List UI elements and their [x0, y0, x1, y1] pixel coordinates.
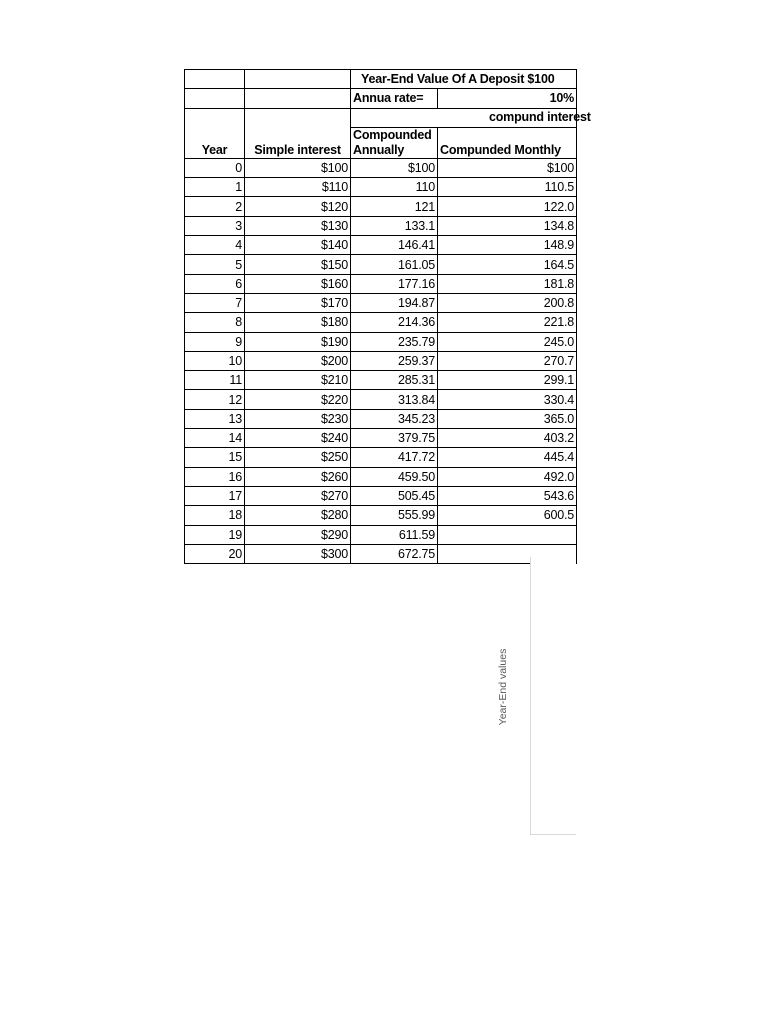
year-cell[interactable]: 15: [185, 448, 245, 467]
year-cell[interactable]: 5: [185, 255, 245, 274]
compounded-annually-cell[interactable]: 194.87: [351, 293, 438, 312]
compounded-monthly-cell[interactable]: 543.6: [438, 486, 577, 505]
compounded-monthly-cell[interactable]: 181.8: [438, 274, 577, 293]
spreadsheet-table-area: [184, 69, 591, 594]
compounded-monthly-cell[interactable]: 110.5: [438, 178, 577, 197]
table-row: [185, 216, 577, 235]
compound-interest-group-header[interactable]: compund interest: [351, 108, 577, 127]
compounded-annually-cell[interactable]: 133.1: [351, 216, 438, 235]
year-cell[interactable]: 10: [185, 351, 245, 370]
year-cell[interactable]: 19: [185, 525, 245, 544]
year-cell[interactable]: 7: [185, 293, 245, 312]
year-cell[interactable]: 20: [185, 544, 245, 563]
table-row: [185, 506, 577, 525]
simple-interest-cell[interactable]: $230: [245, 409, 351, 428]
compounded-monthly-cell[interactable]: 164.5: [438, 255, 577, 274]
compounded-annually-header[interactable]: Compounded Annually: [351, 127, 438, 158]
year-cell[interactable]: 8: [185, 313, 245, 332]
year-cell[interactable]: 11: [185, 371, 245, 390]
rate-label[interactable]: Annua rate=: [351, 89, 438, 108]
compounded-monthly-cell[interactable]: 492.0: [438, 467, 577, 486]
compounded-annually-cell[interactable]: 161.05: [351, 255, 438, 274]
compounded-monthly-cell[interactable]: [438, 525, 577, 544]
table-row: [185, 332, 577, 351]
table-row: [185, 197, 577, 216]
table-row: [185, 544, 577, 563]
compounded-monthly-cell[interactable]: 148.9: [438, 236, 577, 255]
table-row: [185, 274, 577, 293]
compounded-monthly-cell[interactable]: 403.2: [438, 429, 577, 448]
compounded-monthly-cell[interactable]: 445.4: [438, 448, 577, 467]
year-cell[interactable]: 1: [185, 178, 245, 197]
compounded-annually-cell[interactable]: 459.50: [351, 467, 438, 486]
compounded-annually-cell[interactable]: 555.99: [351, 506, 438, 525]
year-cell[interactable]: 3: [185, 216, 245, 235]
table-title[interactable]: Year-End Value Of A Deposit $100: [351, 70, 577, 89]
simple-interest-cell[interactable]: $100: [245, 158, 351, 177]
compounded-annually-cell[interactable]: 672.75: [351, 544, 438, 563]
blank-cell[interactable]: [245, 70, 351, 89]
compounded-monthly-header[interactable]: Compunded Monthly: [438, 127, 577, 158]
simple-interest-cell[interactable]: $270: [245, 486, 351, 505]
compounded-monthly-cell[interactable]: $100: [438, 158, 577, 177]
compounded-annually-cell[interactable]: 379.75: [351, 429, 438, 448]
simple-interest-cell[interactable]: $130: [245, 216, 351, 235]
simple-interest-cell[interactable]: $180: [245, 313, 351, 332]
compounded-annually-cell[interactable]: 611.59: [351, 525, 438, 544]
simple-interest-cell[interactable]: $150: [245, 255, 351, 274]
year-cell[interactable]: 13: [185, 409, 245, 428]
compounded-monthly-cell[interactable]: 221.8: [438, 313, 577, 332]
deposit-value-table: [184, 69, 591, 564]
simple-interest-cell[interactable]: $290: [245, 525, 351, 544]
simple-interest-cell[interactable]: $260: [245, 467, 351, 486]
year-cell[interactable]: 14: [185, 429, 245, 448]
simple-interest-cell[interactable]: $250: [245, 448, 351, 467]
compounded-annually-cell[interactable]: 505.45: [351, 486, 438, 505]
table-row: [185, 236, 577, 255]
chart-y-axis-label: Year-End values: [497, 648, 509, 726]
compounded-annually-cell[interactable]: 235.79: [351, 332, 438, 351]
year-cell[interactable]: 17: [185, 486, 245, 505]
table-row: [185, 429, 577, 448]
simple-interest-cell[interactable]: $120: [245, 197, 351, 216]
compounded-monthly-cell[interactable]: 330.4: [438, 390, 577, 409]
compounded-monthly-cell[interactable]: 200.8: [438, 293, 577, 312]
simple-interest-cell[interactable]: $160: [245, 274, 351, 293]
blank-cell[interactable]: [185, 70, 245, 89]
compounded-monthly-cell[interactable]: 122.0: [438, 197, 577, 216]
compounded-monthly-cell[interactable]: 365.0: [438, 409, 577, 428]
table-row: [185, 409, 577, 428]
table-row: [185, 448, 577, 467]
year-cell[interactable]: 6: [185, 274, 245, 293]
table-row: [185, 525, 577, 544]
table-row: [185, 467, 577, 486]
table-row: [185, 371, 577, 390]
simple-interest-cell[interactable]: $140: [245, 236, 351, 255]
table-row: [185, 486, 577, 505]
compounded-annually-cell[interactable]: 285.31: [351, 371, 438, 390]
group-header-row: [185, 108, 577, 127]
simple-interest-cell[interactable]: $170: [245, 293, 351, 312]
year-cell[interactable]: 4: [185, 236, 245, 255]
table-row: [185, 158, 577, 177]
simple-interest-cell[interactable]: $300: [245, 544, 351, 563]
year-cell[interactable]: 16: [185, 467, 245, 486]
rate-row: [185, 89, 577, 108]
blank-cell[interactable]: [185, 89, 245, 108]
year-cell[interactable]: 12: [185, 390, 245, 409]
compounded-annually-cell[interactable]: 417.72: [351, 448, 438, 467]
rate-value[interactable]: 10%: [438, 89, 577, 108]
year-cell[interactable]: 2: [185, 197, 245, 216]
compounded-monthly-cell[interactable]: 270.7: [438, 351, 577, 370]
year-cell[interactable]: 9: [185, 332, 245, 351]
compounded-annually-cell[interactable]: 345.23: [351, 409, 438, 428]
compounded-annually-cell[interactable]: 146.41: [351, 236, 438, 255]
compounded-monthly-cell[interactable]: 245.0: [438, 332, 577, 351]
chart-partial[interactable]: [497, 557, 576, 835]
blank-cell[interactable]: [245, 89, 351, 108]
compounded-annually-cell[interactable]: 177.16: [351, 274, 438, 293]
simple-interest-cell[interactable]: $280: [245, 506, 351, 525]
year-cell[interactable]: 0: [185, 158, 245, 177]
compounded-annually-cell[interactable]: 313.84: [351, 390, 438, 409]
table-row: [185, 293, 577, 312]
simple-interest-cell[interactable]: $240: [245, 429, 351, 448]
compounded-monthly-cell[interactable]: 134.8: [438, 216, 577, 235]
simple-interest-cell[interactable]: $210: [245, 371, 351, 390]
year-header[interactable]: Year: [185, 108, 245, 158]
title-row: [185, 70, 577, 89]
simple-interest-cell[interactable]: $200: [245, 351, 351, 370]
compounded-annually-cell[interactable]: 259.37: [351, 351, 438, 370]
year-cell[interactable]: 18: [185, 506, 245, 525]
simple-interest-header[interactable]: Simple interest: [245, 108, 351, 158]
compounded-annually-cell[interactable]: 110: [351, 178, 438, 197]
simple-interest-cell[interactable]: $220: [245, 390, 351, 409]
compounded-monthly-cell[interactable]: 600.5: [438, 506, 577, 525]
table-row: [185, 390, 577, 409]
table-row: [185, 313, 577, 332]
compounded-annually-cell[interactable]: 214.36: [351, 313, 438, 332]
simple-interest-cell[interactable]: $190: [245, 332, 351, 351]
table-row: [185, 255, 577, 274]
compounded-monthly-cell[interactable]: 299.1: [438, 371, 577, 390]
compounded-annually-cell[interactable]: 121: [351, 197, 438, 216]
compounded-annually-cell[interactable]: $100: [351, 158, 438, 177]
table-row: [185, 178, 577, 197]
table-row: [185, 351, 577, 370]
simple-interest-cell[interactable]: $110: [245, 178, 351, 197]
